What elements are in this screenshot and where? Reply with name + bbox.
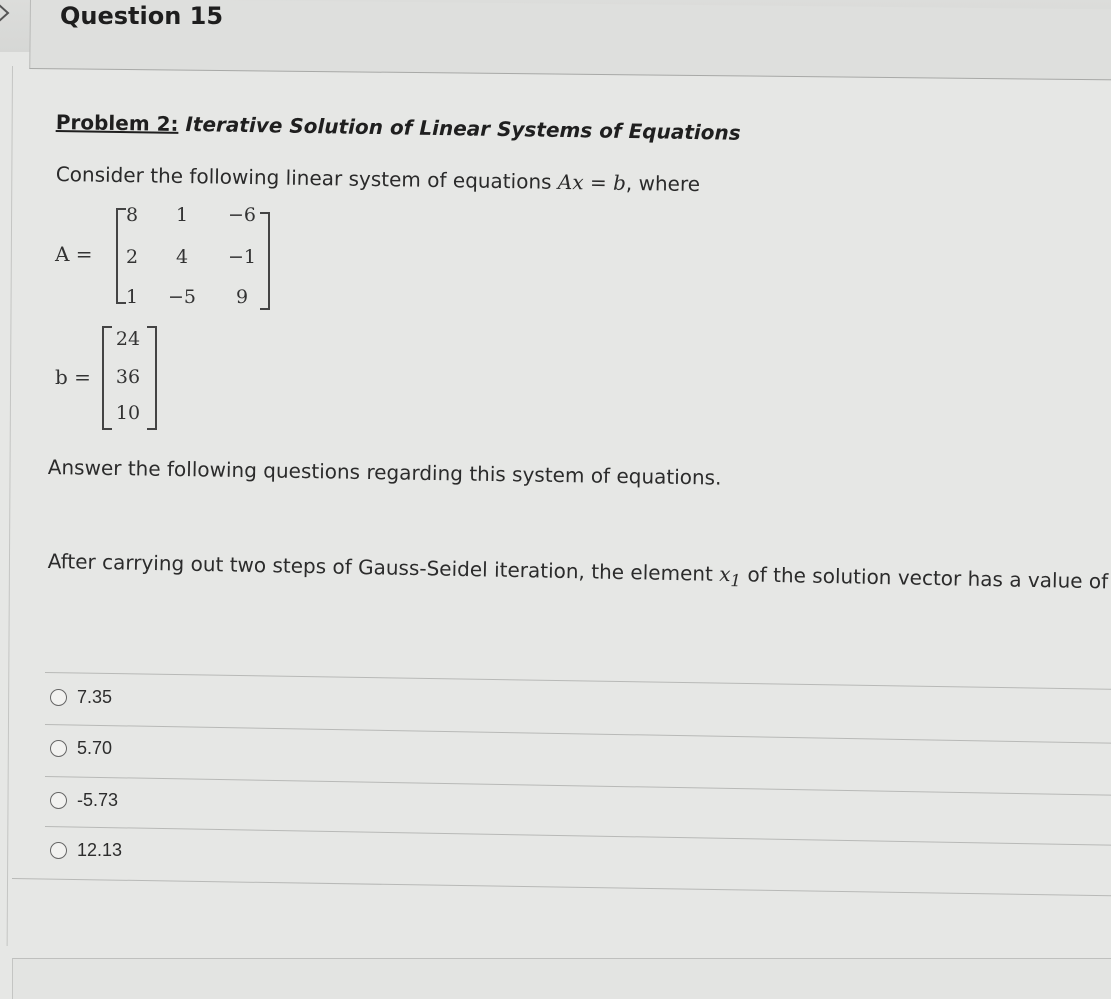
instruction-text: Answer the following questions regarding this system of equations. (47, 455, 722, 490)
problem-heading: Iterative Solution of Linear Systems of Equations (178, 111, 741, 145)
vector-b-right-bracket (147, 326, 157, 430)
matrix-a-cell: 8 (125, 204, 139, 226)
problem-number: Problem 2: (55, 110, 179, 136)
answer-option-1[interactable] (50, 687, 112, 708)
radio-button[interactable] (50, 842, 67, 859)
intro-suffix: , where (625, 170, 701, 197)
vector-b-cell: 36 (115, 366, 141, 388)
next-question-box (12, 958, 1111, 999)
question-prefix: After carrying out two steps of Gauss-Seidel iteration, the element (47, 549, 720, 586)
vector-b-label: b = (55, 365, 91, 389)
matrix-a-cell: 9 (235, 286, 249, 308)
answer-option-4[interactable] (50, 840, 122, 861)
vector-b-cell: 24 (115, 328, 141, 350)
question-title: Question 15 (60, 2, 224, 30)
option-label: -5.73 (77, 790, 119, 810)
matrix-a-cell: 1 (175, 204, 189, 226)
matrix-a-cell: −1 (227, 246, 256, 268)
option-label: 5.70 (77, 738, 113, 758)
matrix-a-cell: 1 (125, 286, 139, 308)
question-variable (719, 561, 742, 591)
question-suffix: of the solution vector has a value of (740, 562, 1109, 594)
intro-equation: Ax = b (557, 169, 627, 195)
radio-button[interactable] (50, 689, 67, 706)
answer-option-2[interactable] (50, 738, 112, 759)
radio-button[interactable] (50, 792, 67, 809)
matrix-a-cell: 2 (125, 246, 139, 268)
option-label: 12.13 (77, 840, 123, 860)
matrix-a-label: A = (55, 242, 93, 266)
matrix-a-cell: 4 (175, 246, 189, 268)
answer-option-3[interactable] (50, 790, 118, 811)
variable-x: x (719, 561, 731, 587)
variable-subscript: 1 (730, 571, 742, 591)
matrix-a-cell: −5 (167, 286, 196, 308)
back-arrow-icon[interactable] (0, 2, 16, 24)
question-body (7, 66, 1111, 953)
intro-text: Consider the following linear system of equations (55, 162, 559, 194)
option-label: 7.35 (77, 687, 113, 707)
radio-button[interactable] (50, 740, 67, 757)
vector-b-cell: 10 (115, 402, 141, 424)
matrix-a-cell: −6 (227, 204, 256, 226)
